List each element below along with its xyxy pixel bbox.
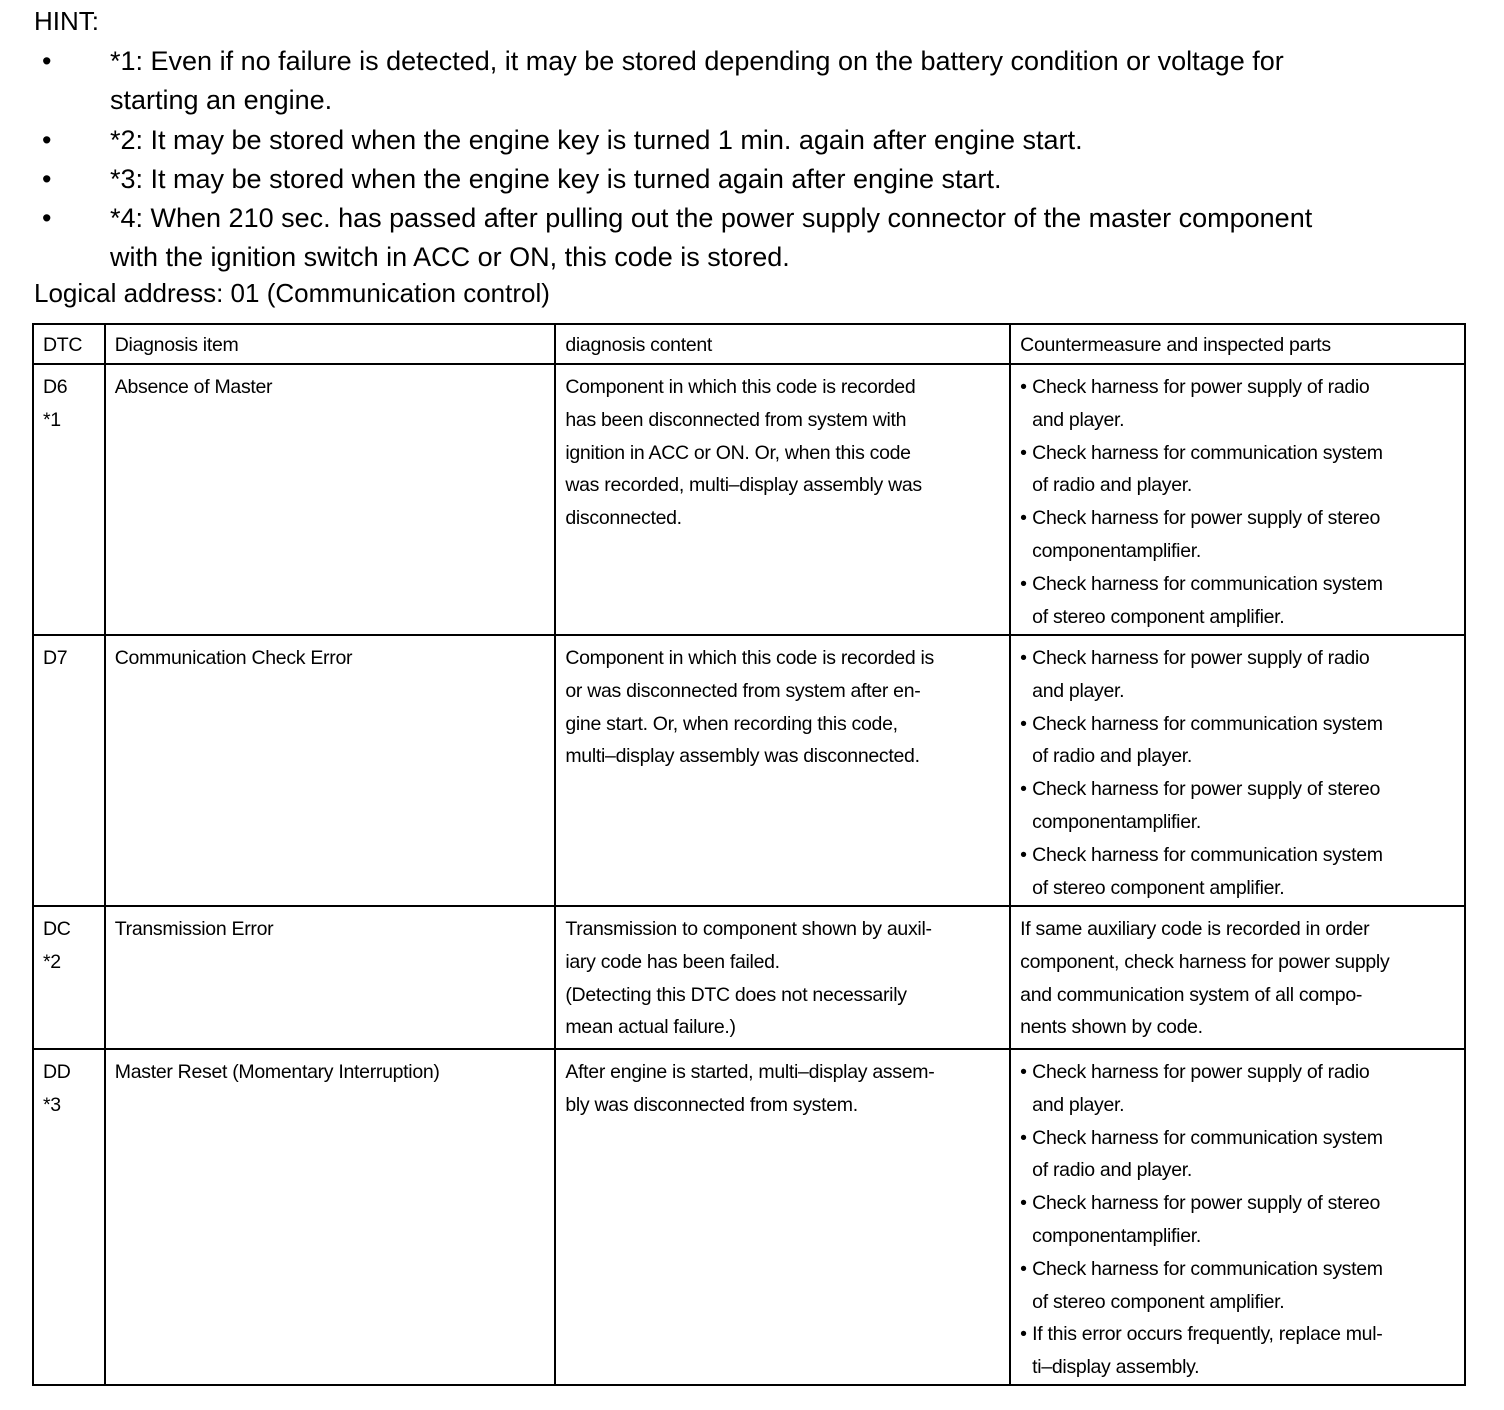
dtc-cell	[33, 1049, 105, 1385]
bullet-icon: •	[1020, 1192, 1027, 1215]
content-line: Transmission to component shown by auxil-	[565, 918, 932, 940]
hint-line: *3: It may be stored when the engine key is turned again after engine start.	[110, 163, 1002, 194]
table-row	[33, 1049, 1465, 1385]
countermeasure-line: of radio and player.	[1032, 474, 1193, 497]
content-line: ignition in ACC or ON. Or, when this code	[565, 441, 911, 464]
diagnosis-item-cell: Communication Check Error	[105, 635, 556, 906]
hint-item	[34, 121, 1474, 160]
content-line: Component in which this code is recorded	[565, 376, 916, 398]
hint-item	[34, 160, 1474, 199]
table-row	[33, 906, 1465, 1049]
countermeasure-line: Check harness for power supply of radio	[1032, 647, 1370, 669]
dtc-cell	[33, 906, 105, 1049]
countermeasure-line: of radio and player.	[1032, 745, 1193, 768]
hint-list	[34, 42, 1474, 278]
countermeasure-bullet	[1020, 1056, 1455, 1122]
countermeasure-line: Check harness for power supply of stereo	[1032, 507, 1381, 530]
countermeasure-line: Check harness for communication system	[1032, 843, 1383, 866]
bullet-icon: •	[42, 203, 52, 234]
diagnosis-item-cell: Master Reset (Momentary Interruption)	[105, 1049, 556, 1385]
countermeasure-bullet	[1020, 708, 1455, 774]
countermeasure-line: of stereo component amplifier.	[1032, 605, 1285, 628]
bullet-icon: •	[1020, 1061, 1027, 1083]
dtc-line: *1	[43, 408, 61, 431]
countermeasure-line: nents shown by code.	[1020, 1016, 1203, 1039]
dtc-cell	[33, 364, 105, 635]
bullet-icon: •	[42, 163, 52, 194]
bullet-icon: •	[1020, 507, 1027, 530]
countermeasure-bullet	[1020, 1318, 1455, 1384]
countermeasure-bullet	[1020, 437, 1455, 503]
hint-item	[34, 42, 1474, 121]
diagnosis-content-cell	[555, 635, 1010, 906]
countermeasure-bullet	[1020, 1253, 1455, 1319]
bullet-icon: •	[42, 46, 52, 76]
hint-line: *4: When 210 sec. has passed after pulling out the power supply connector of the master component	[110, 203, 1313, 234]
countermeasure-bullet	[1020, 773, 1455, 839]
content-line: iary code has been failed.	[565, 950, 780, 973]
countermeasure-bullet	[1020, 1187, 1455, 1253]
countermeasure-line: If same auxiliary code is recorded in order	[1020, 918, 1370, 940]
countermeasure-bullet	[1020, 568, 1455, 634]
header-diagnosis-content: diagnosis content	[555, 324, 1010, 364]
bullet-icon: •	[1020, 1126, 1027, 1149]
content-line: After engine is started, multi–display assem-	[565, 1061, 935, 1083]
countermeasure-line: Check harness for communication system	[1032, 712, 1383, 735]
diagnosis-content-cell	[555, 906, 1010, 1049]
countermeasure-line: componentamplifier.	[1032, 1224, 1201, 1247]
bullet-icon: •	[1020, 1323, 1027, 1346]
countermeasure-line: Check harness for power supply of radio	[1032, 1061, 1370, 1083]
header-dtc: DTC	[33, 324, 105, 364]
content-line: (Detecting this DTC does not necessarily	[565, 983, 907, 1006]
bullet-icon: •	[1020, 778, 1027, 801]
bullet-icon: •	[1020, 572, 1027, 595]
header-diagnosis-item: Diagnosis item	[105, 324, 556, 364]
hint-line: starting an engine.	[110, 85, 333, 116]
countermeasure-line: of radio and player.	[1032, 1159, 1193, 1182]
bullet-icon: •	[1020, 1257, 1027, 1280]
countermeasure-line: Check harness for power supply of radio	[1032, 376, 1370, 398]
bullet-icon: •	[1020, 441, 1027, 464]
diagnosis-item-cell: Absence of Master	[105, 364, 556, 635]
countermeasure-cell	[1010, 364, 1465, 635]
countermeasure-line: ti–display assembly.	[1032, 1356, 1200, 1379]
dtc-line: D6	[43, 376, 68, 398]
countermeasure-line: and player.	[1032, 1093, 1125, 1116]
content-line: Component in which this code is recorded is	[565, 647, 934, 669]
content-line: gine start. Or, when recording this code,	[565, 712, 898, 735]
hint-line: *2: It may be stored when the engine key is turned 1 min. again after engine start.	[110, 124, 1083, 155]
countermeasure-line: component, check harness for power supply	[1020, 950, 1390, 973]
table-row	[33, 364, 1465, 635]
countermeasure-line: and player.	[1032, 408, 1125, 431]
countermeasure-line: Check harness for communication system	[1032, 1126, 1383, 1149]
countermeasure-cell	[1010, 906, 1465, 1049]
countermeasure-cell	[1010, 1049, 1465, 1385]
content-line: disconnected.	[565, 507, 682, 530]
table-header-row	[33, 324, 1465, 364]
diagnosis-content-cell	[555, 364, 1010, 635]
countermeasure-line: If this error occurs frequently, replace mul-	[1032, 1323, 1383, 1346]
countermeasure-bullet	[1020, 1122, 1455, 1188]
countermeasure-line: Check harness for communication system	[1032, 572, 1383, 595]
content-line: mean actual failure.)	[565, 1016, 736, 1039]
countermeasure-line: Check harness for communication system	[1032, 1257, 1383, 1280]
bullet-icon: •	[1020, 712, 1027, 735]
countermeasure-line: of stereo component amplifier.	[1032, 876, 1285, 899]
dtc-line: DC	[43, 918, 71, 940]
dtc-cell	[33, 635, 105, 906]
header-countermeasure: Countermeasure and inspected parts	[1010, 324, 1465, 364]
content-line: has been disconnected from system with	[565, 408, 907, 431]
diagnosis-content-cell	[555, 1049, 1010, 1385]
diagnosis-item-cell: Transmission Error	[105, 906, 556, 1049]
table-row	[33, 635, 1465, 906]
bullet-icon: •	[1020, 376, 1027, 398]
countermeasure-bullet	[1020, 839, 1455, 905]
countermeasure-line: of stereo component amplifier.	[1032, 1290, 1285, 1313]
bullet-icon: •	[42, 124, 52, 155]
hint-line: *1: Even if no failure is detected, it may be stored depending on the battery condition or voltage for	[110, 46, 1284, 76]
dtc-line: DD	[43, 1061, 71, 1083]
dtc-line: *3	[43, 1093, 61, 1116]
countermeasure-bullet	[1020, 642, 1455, 708]
content-line: bly was disconnected from system.	[565, 1093, 858, 1116]
hint-item	[34, 199, 1474, 278]
countermeasure-line: componentamplifier.	[1032, 539, 1201, 562]
dtc-table	[32, 323, 1466, 1386]
dtc-line: *2	[43, 950, 61, 973]
countermeasure-bullet	[1020, 502, 1455, 568]
dtc-line: D7	[43, 647, 68, 669]
countermeasure-bullet	[1020, 371, 1455, 437]
hint-line: with the ignition switch in ACC or ON, this code is stored.	[110, 242, 790, 273]
countermeasure-cell	[1010, 635, 1465, 906]
countermeasure-line: and communication system of all compo-	[1020, 983, 1363, 1006]
countermeasure-line: Check harness for power supply of stereo	[1032, 778, 1381, 801]
countermeasure-line: Check harness for power supply of stereo	[1032, 1192, 1381, 1215]
logical-address-heading: Logical address: 01 (Communication control)	[34, 278, 550, 308]
countermeasure-line: Check harness for communication system	[1032, 441, 1383, 464]
content-line: was recorded, multi–display assembly was	[565, 474, 922, 497]
content-line: multi–display assembly was disconnected.	[565, 745, 920, 768]
countermeasure-line: componentamplifier.	[1032, 810, 1201, 833]
bullet-icon: •	[1020, 843, 1027, 866]
hint-title: HINT:	[34, 6, 99, 36]
bullet-icon: •	[1020, 647, 1027, 669]
countermeasure-line: and player.	[1032, 679, 1125, 702]
content-line: or was disconnected from system after en-	[565, 679, 921, 702]
